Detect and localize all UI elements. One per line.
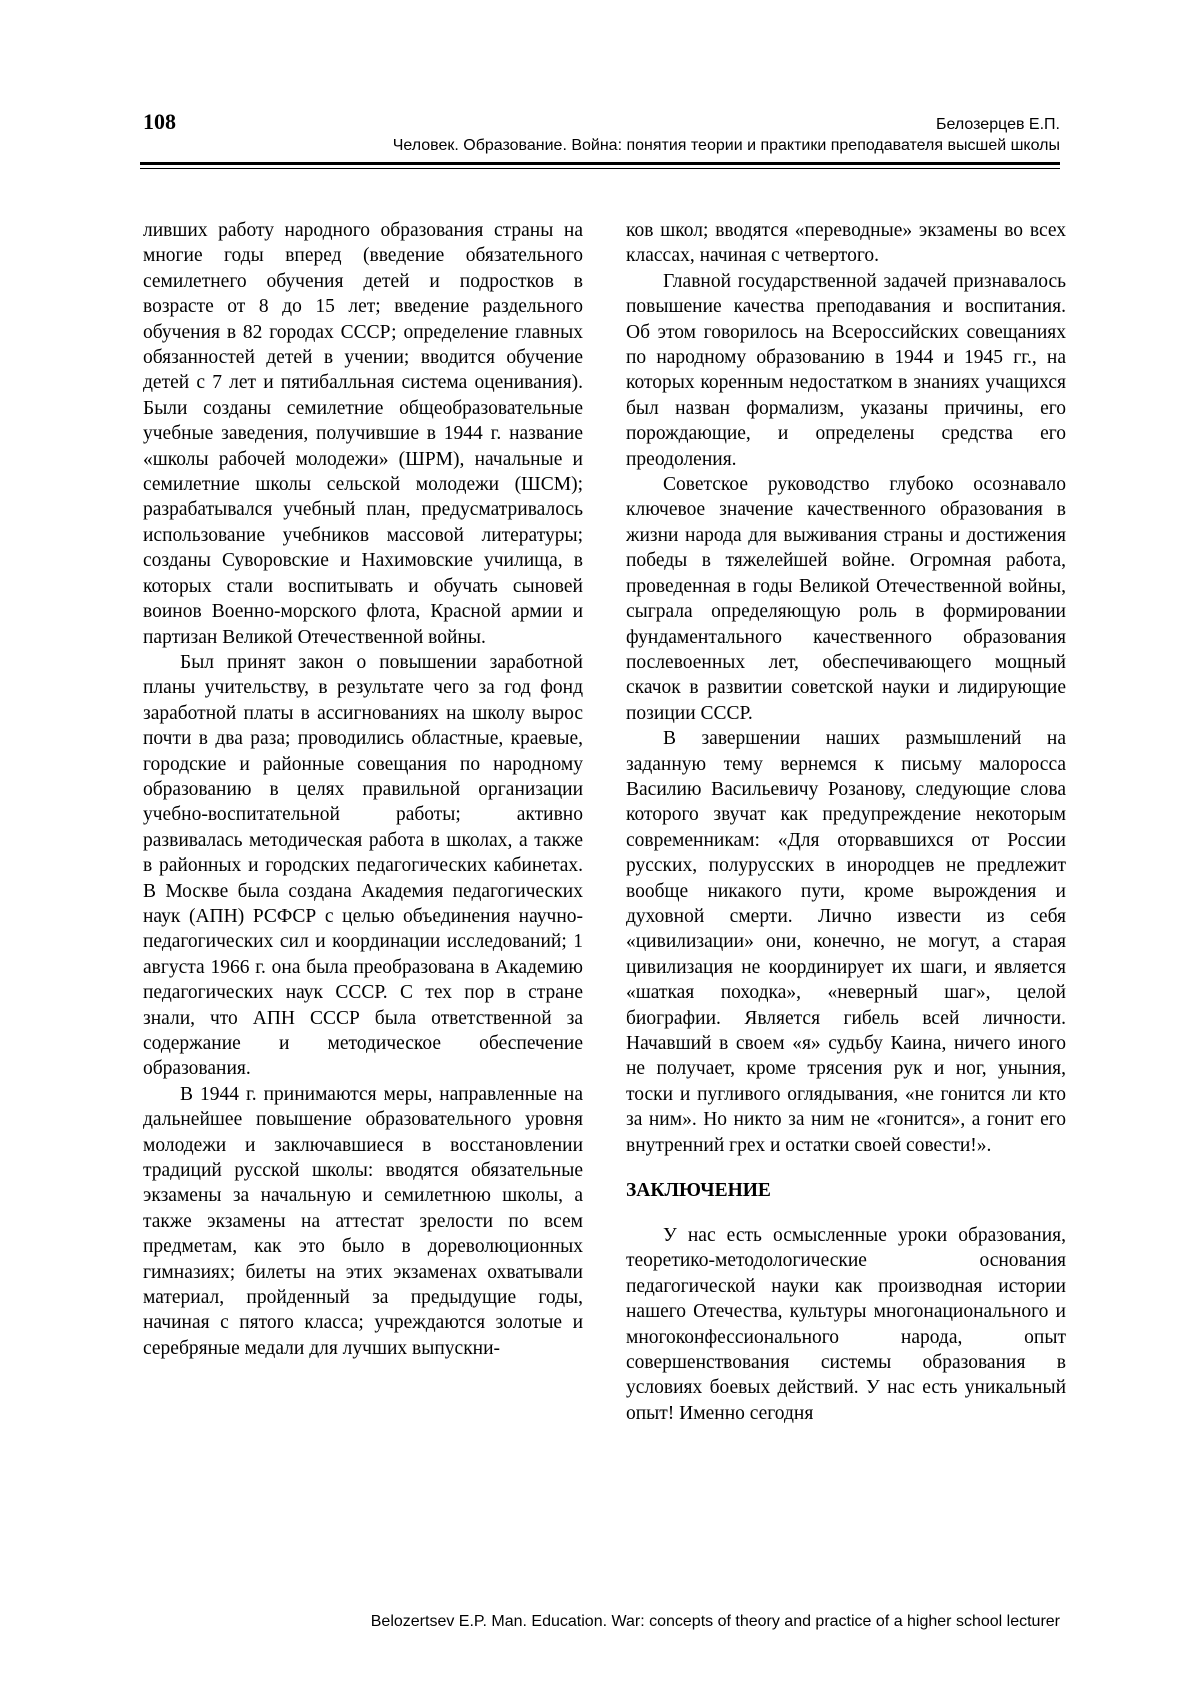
- footer-english-citation: Belozertsev E.P. Man. Education. War: concepts of theory and practice of a higher school lecturer: [370, 1613, 1060, 1630]
- paragraph: В 1944 г. принимаются меры, направленные на дальнейшее повышение образовательного уровня молодежи и заключавшиеся в восстановлении традиций русской школы: вводятся обязательные экзамены за начальную и семилетнюю школы, а также экзамены на аттестат зрелости по всем предметам, как это было в дореволюционных гимназиях; билеты на этих экзаменах охватывали материал, пройденный за предыдущие годы, начиная с пятого класса; учреждаются золотые и серебряные медали для лучших выпускни-: [143, 1083, 583, 1359]
- header-author: Белозерцев Е.П.: [936, 116, 1060, 133]
- page-number: 108: [143, 109, 176, 134]
- right-column: [626, 218, 1066, 1426]
- header-divider-thin: [140, 168, 1060, 169]
- paragraph: ливших работу народного образования страны на многие годы вперед (введение обязательного семилетнего обучения детей и подростков в возрасте от 8 до 15 лет; введение раздельного обучения в 82 городах СССР; определение главных обязанностей детей в учении; вводится обучение детей с 7 лет и пятибалльная система оценивания). Были созданы семилетние общеобразовательные учебные заведения, получившие в 1944 г. название «школы рабочей молодежи» (ШРМ), начальные и семилетние школы сельской молодежи (ШСМ); разрабатывался учебный план, предусматривалось использование учебников массовой литературы; созданы Суворовские и Нахимовские училища, в которых стали воспитывать и обучать сыновей воинов Военно-морского флота, Красной армии и партизан Великой Отечественной войны.: [143, 220, 583, 648]
- paragraph: Советское руководство глубоко осознавало ключевое значение качественного образования в жизни народа для выживания страны и достижения победы в тяжелейшей войне. Огромная работа, проведенная в годы Великой Отечественной войны, сыграла определяющую роль в формировании фундаментального качественного образования послевоенных лет, обеспечивающего мощный скачок в развитии советской науки и лидирующие позиции СССР.: [626, 474, 1066, 724]
- header-divider-thick: [140, 162, 1060, 165]
- left-column: [143, 218, 583, 1361]
- paragraph: Был принят закон о повышении заработной планы учительству, в результате чего за год фонд заработной платы в ассигнованиях на школу вырос почти в два раза; проводились областные, краевые, городские и районные совещания по народному образованию в целях правильной организации учебно-воспитательной работы; активно развивалась методическая работа в школах, а также в районных и городских педагогических кабинетах. В Москве была создана Академия педагогических наук (АПН) РСФСР с целью объединения научно-педагогических сил и координации исследований; 1 августа 1966 г. она была преобразована в Академию педагогических наук СССР. С тех пор в стране знали, что АПН СССР была ответственной за содержание и методическое обеспечение образования.: [143, 651, 583, 1080]
- header-journal-title: Человек. Образование. Война: понятия теории и практики преподавателя высшей школы: [392, 137, 1060, 154]
- paragraph: В завершении наших размышлений на заданную тему вернемся к письму малоросса Василию Васильевичу Розанову, следующие слова которого звучат как предупреждение некоторым современникам: «Для оторвавшихся от России русских, полурусских в инородцев не предлежит вообще никакого пути, кроме вырождения и духовной смерти. Лично извести из себя «цивилизации» они, конечно, не могут, а старая цивилизация не координирует их шаги, и является «шаткая походка», «неверный шаг», целой биографии. Является гибель всей личности. Начавший в своем «я» судьбу Каина, ничего иного не получает, кроме трясения рук и ног, уныния, тоски и пугливого оглядывания, «не гонится ли кто за ним». Но никто за ним не «гонится», а гонит его внутренний грех и остатки своей совести!».: [626, 728, 1066, 1156]
- paragraph: Главной государственной задачей признавалось повышение качества преподавания и воспитания. Об этом говорилось на Всероссийских совещаниях по народному образованию в 1944 и 1945 гг., на которых коренным недостатком в знаниях учащихся был назван формализм, указаны причины, его порождающие, и определены средства его преодоления.: [626, 270, 1066, 470]
- section-heading-conclusion: ЗАКЛЮЧЕНИЕ: [626, 1180, 771, 1202]
- conclusion-paragraph: У нас есть осмысленные уроки образования, теоретико-методологические основания педагогической науки как производная истории нашего Отечества, культуры многонационального и многоконфессионального народа, опыт совершенствования системы образования в условиях боевых действий. У нас есть уникальный опыт! Именно сегодня: [626, 1225, 1066, 1424]
- paragraph: ков школ; вводятся «переводные» экзамены во всех классах, начиная с четвертого.: [626, 220, 1066, 267]
